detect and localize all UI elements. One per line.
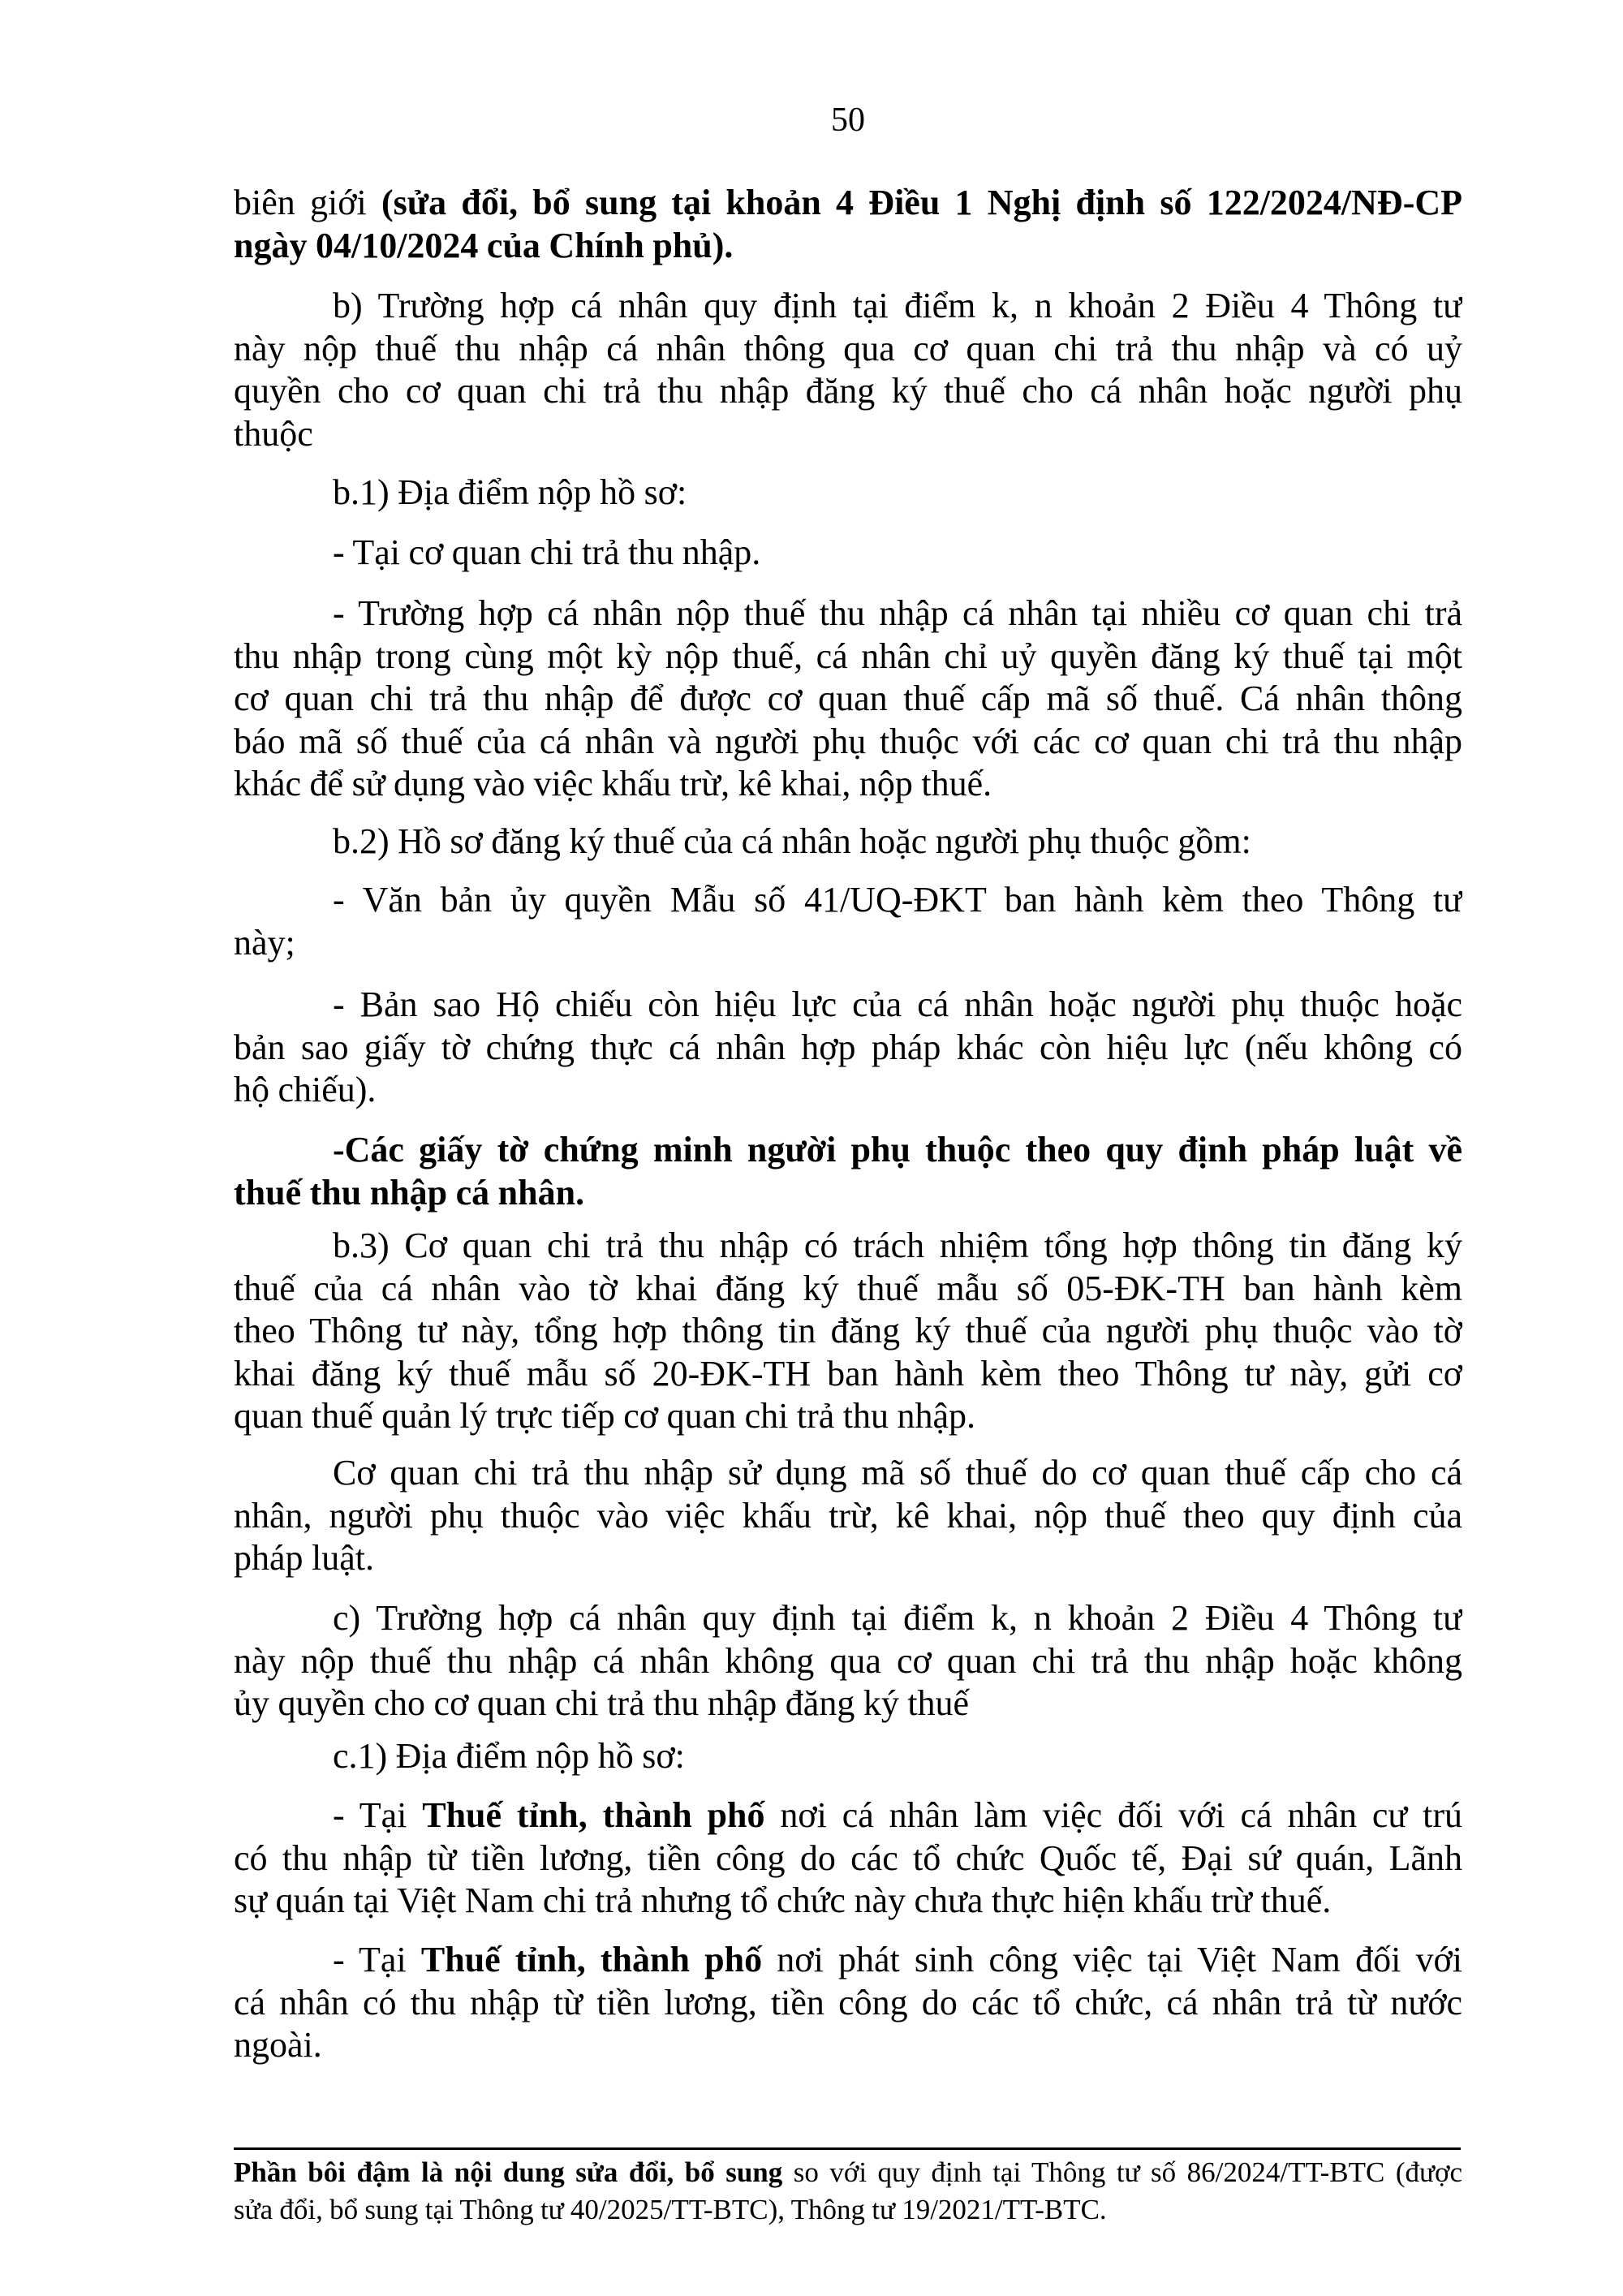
text-line [234,1880,1462,1923]
text-run: hộ chiếu). [234,1070,377,1110]
bold-text-run: ngày 04/10/2024 của Chính phủ). [234,225,734,265]
text-run: này nộp thuế thu nhập cá nhân thông qua cơ quan chi trả thu nhập và có uỷ [234,328,1462,368]
text-run: b) Trường hợp cá nhân quy định tại điểm k, n khoản 2 Điều 4 Thông tư [333,286,1462,325]
text-line [234,721,1462,764]
paragraph-c1-heading [234,1735,1462,1778]
text-line [234,1353,1462,1396]
paragraph-c1-item-2 [234,1939,1462,2067]
text-line [234,328,1462,371]
text-run: biên giới [234,183,381,222]
text-run: b.3) Cơ quan chi trả thu nhập có trách nhiệm tổng hợp thông tin đăng ký [333,1226,1462,1265]
text-run: quyền cho cơ quan chi trả thu nhập đăng ký thuế cho cá nhân hoặc người phụ [234,371,1462,411]
paragraph-c1-item-1 [234,1794,1462,1923]
paragraph-b3-continued [234,1452,1462,1580]
text-run: Cơ quan chi trả thu nhập sử dụng mã số thuế do cơ quan thuế cấp cho cá [333,1453,1462,1493]
text-run: sửa đổi, bổ sung tại Thông tư 40/2025/TT-BTC), Thông tư 19/2021/TT-BTC. [234,2194,1107,2225]
paragraph-b [234,285,1462,455]
text-line [234,821,1462,864]
text-run: thuộc [234,413,313,454]
text-run: quan thuế quản lý trực tiếp cơ quan chi trả thu nhập. [234,1396,976,1437]
text-line [234,1735,1462,1778]
text-run: có thu nhập từ tiền lương, tiền công do các tổ chức Quốc tế, Đại sứ quán, Lãnh [234,1837,1462,1878]
text-line [234,370,1462,413]
text-line [234,678,1462,721]
paragraph-b1-item-2 [234,592,1462,806]
text-line [234,1225,1462,1268]
text-line [234,1069,1462,1112]
text-run: ủy quyền cho cơ quan chi trả thu nhập đăng ký thuế [234,1683,970,1724]
text-run: bản sao giấy tờ chứng thực cá nhân hợp pháp khác còn hiệu lực (nếu không có [234,1027,1462,1067]
text-run: khác để sử dụng vào việc khấu trừ, kê khai, nộp thuế. [234,764,992,804]
bold-text-run: -Các giấy tờ chứng minh người phụ thuộc theo quy định pháp luật về [333,1130,1462,1170]
text-run: này nộp thuế thu nhập cá nhân không qua cơ quan chi trả thu nhập hoặc không [234,1640,1462,1681]
text-line [234,1172,1462,1215]
bold-text-run: Phần bôi đậm là nội dung sửa đổi, bổ sung [234,2156,783,2188]
text-line [234,879,1462,922]
text-run: c.1) Địa điểm nộp hồ sơ: [333,1736,685,1776]
text-line [234,413,1462,456]
text-line [234,1129,1462,1172]
text-run: - Bản sao Hộ chiếu còn hiệu lực của cá nhân hoặc người phụ thuộc hoặc [333,984,1462,1024]
text-line [234,285,1462,328]
paragraph-c [234,1597,1462,1725]
text-run: - Tại [333,1795,423,1835]
text-line [234,592,1462,635]
bold-text-run: thuế thu nhập cá nhân. [234,1172,585,1213]
text-run: so với quy định tại Thông tư số 86/2024/TT-BTC (được [782,2156,1462,2188]
text-run: sự quán tại Việt Nam chi trả nhưng tổ chức này chưa thực hiện khấu trừ thuế. [234,1880,1332,1921]
text-run: nơi cá nhân làm việc đối với cá nhân cư trú [764,1795,1462,1835]
bold-text-run: (sửa đổi, bổ sung tại khoản 4 Điều 1 Nghị định số 122/2024/NĐ-CP [381,183,1462,222]
text-run: nơi phát sinh công việc tại Việt Nam đối với [762,1940,1462,1979]
text-line [234,1794,1462,1837]
text-line [234,182,1462,225]
footnote-separator [234,2147,1461,2150]
paragraph-continuation [234,182,1462,267]
text-run: khai đăng ký thuế mẫu số 20-ĐK-TH ban hành kèm theo Thông tư này, gửi cơ [234,1353,1462,1394]
text-line [234,1537,1462,1580]
text-line [234,1982,1462,2025]
paragraph-b2-heading [234,821,1462,864]
text-line [234,1597,1462,1640]
page-number: 50 [831,101,865,139]
paragraph-b1-heading [234,472,1462,515]
paragraph-b3 [234,1225,1462,1438]
bold-text-run: Thuế tỉnh, thành phố [420,1940,763,1979]
text-run: nhân, người phụ thuộc vào việc khấu trừ, kê khai, nộp thuế theo quy định của [234,1495,1462,1536]
text-line [234,984,1462,1027]
text-run: - Tại cơ quan chi trả thu nhập. [333,532,761,572]
text-run: này; [234,922,295,963]
text-line [234,1027,1462,1070]
text-run: báo mã số thuế của cá nhân và người phụ thuộc với các cơ quan chi trả thu nhập [234,721,1462,761]
text-line [234,1452,1462,1495]
text-line [234,472,1462,515]
text-line [234,2154,1462,2191]
text-run: cá nhân có thu nhập từ tiền lương, tiền công do các tổ chức, cá nhân trả từ nước [234,1982,1462,2022]
text-line [234,225,1462,268]
text-line [234,922,1462,965]
text-line [234,1837,1462,1880]
text-run: - Trường hợp cá nhân nộp thuế thu nhập cá nhân tại nhiều cơ quan chi trả [333,593,1462,633]
paragraph-b2-item-1 [234,879,1462,964]
bold-text-run: Thuế tỉnh, thành phố [422,1795,765,1835]
paragraph-b1-item-1 [234,532,1462,575]
text-line [234,635,1462,678]
text-run: - Văn bản ủy quyền Mẫu số 41/UQ-ĐKT ban hành kèm theo Thông tư [333,880,1462,920]
text-line [234,532,1462,575]
text-line [234,2024,1462,2067]
text-run: theo Thông tư này, tổng hợp thông tin đăng ký thuế của người phụ thuộc vào tờ [234,1311,1462,1351]
text-run: b.2) Hồ sơ đăng ký thuế của cá nhân hoặc người phụ thuộc gồm: [333,821,1251,861]
text-run: thu nhập trong cùng một kỳ nộp thuế, cá nhân chỉ uỷ quyền đăng ký thuế tại một [234,635,1462,676]
text-run: thuế của cá nhân vào tờ khai đăng ký thuế mẫu số 05-ĐK-TH ban hành kèm [234,1268,1462,1308]
text-run: c) Trường hợp cá nhân quy định tại điểm k, n khoản 2 Điều 4 Thông tư [333,1598,1462,1638]
paragraph-b2-item-2 [234,984,1462,1112]
text-line [234,1495,1462,1538]
text-run: - Tại [333,1940,421,1979]
text-line [234,2191,1462,2229]
text-line [234,1682,1462,1725]
text-run: b.1) Địa điểm nộp hồ sơ: [333,472,687,512]
text-line [234,763,1462,806]
text-line [234,1268,1462,1311]
text-run: cơ quan chi trả thu nhập để được cơ quan thuế cấp mã số thuế. Cá nhân thông [234,678,1462,719]
text-line [234,1939,1462,1982]
paragraph-b2-item-3-amended [234,1129,1462,1214]
text-line [234,1310,1462,1353]
text-line [234,1640,1462,1683]
text-run: pháp luật. [234,1538,375,1579]
text-line [234,1395,1462,1438]
footnote [234,2154,1462,2229]
text-run: ngoài. [234,2025,322,2066]
